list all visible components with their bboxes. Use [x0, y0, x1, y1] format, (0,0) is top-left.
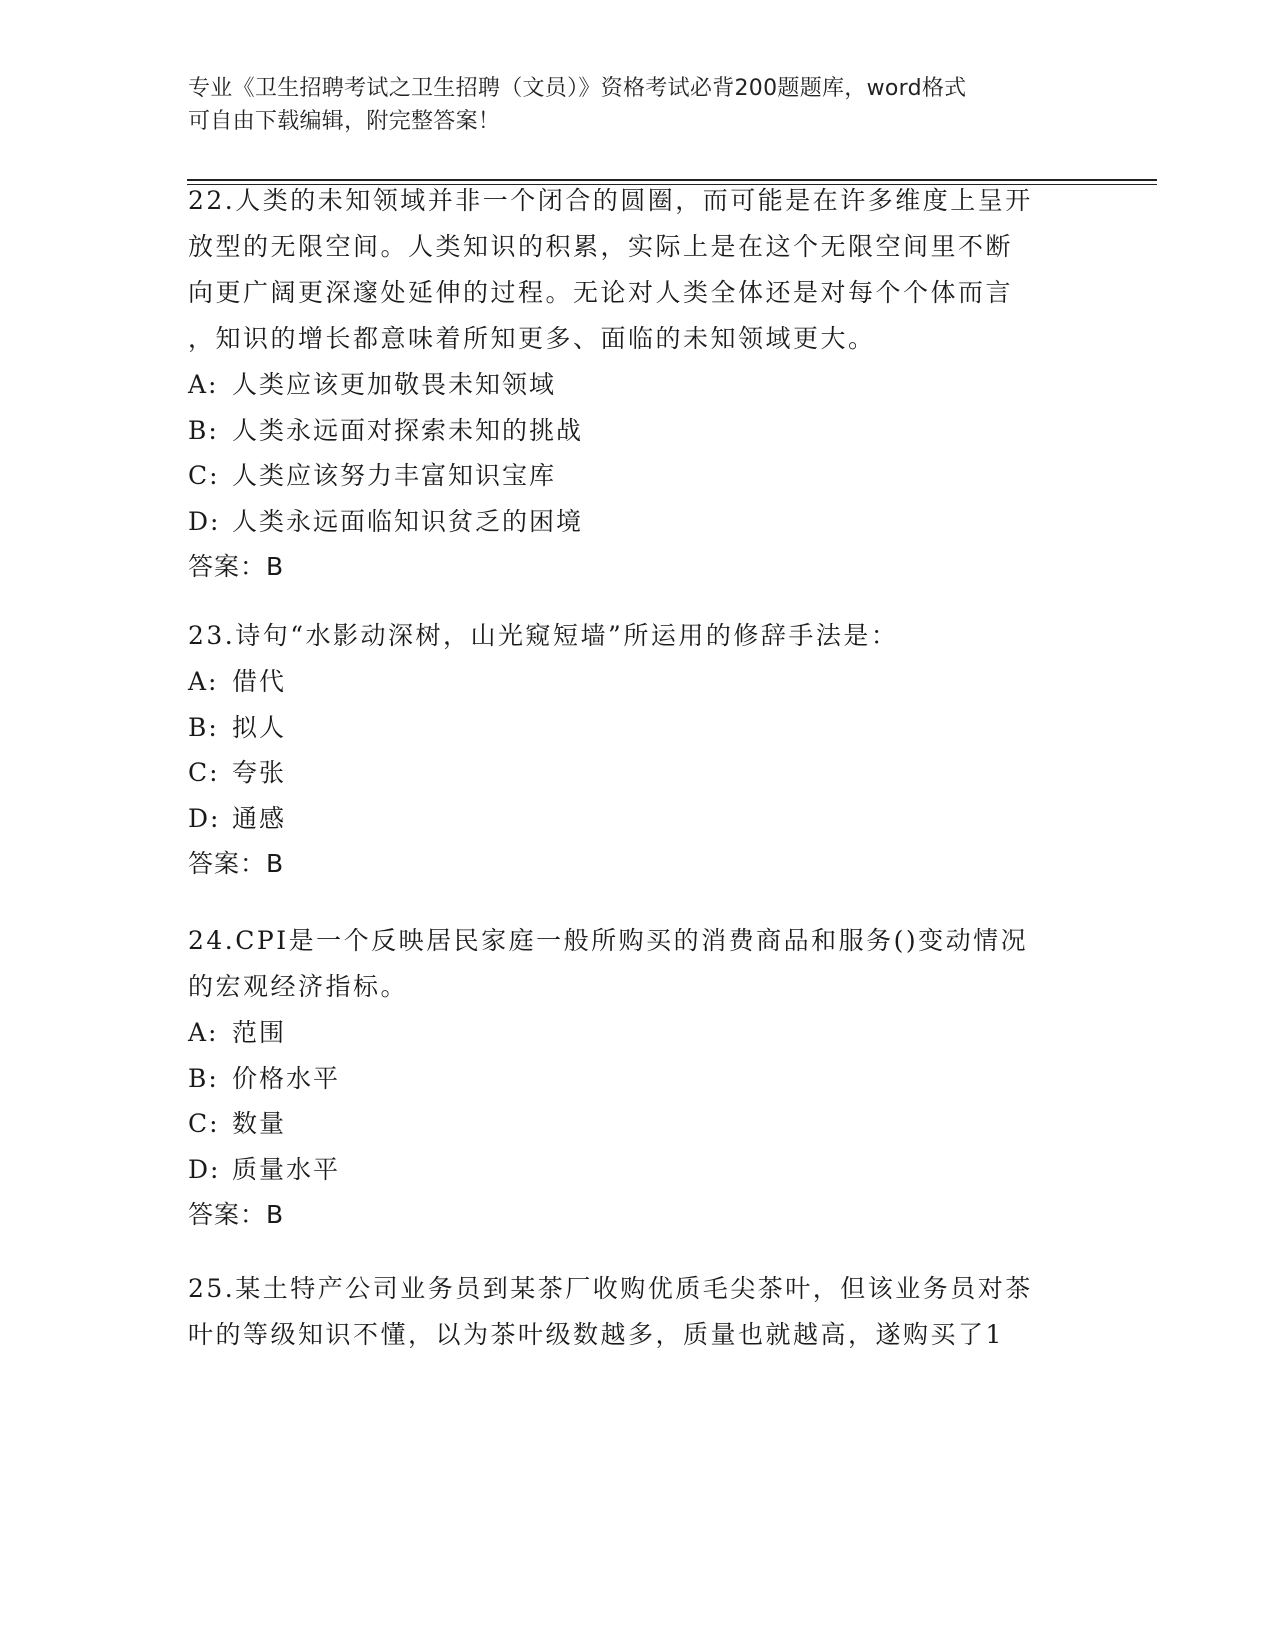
- question-23: [188, 613, 1088, 887]
- question-24: [188, 918, 1088, 1238]
- option-text: 借代: [232, 667, 287, 696]
- option-text: 质量水平: [232, 1154, 341, 1184]
- option-d: [188, 1147, 1088, 1193]
- option-text: 数量: [232, 1109, 287, 1138]
- option-d: [188, 499, 1088, 545]
- option-letter: A:: [188, 667, 219, 696]
- option-text: 价格水平: [232, 1063, 341, 1093]
- option-b: [188, 705, 1088, 751]
- option-text: 夸张: [232, 758, 287, 787]
- question-25: [188, 1266, 1088, 1358]
- option-c: [188, 453, 1088, 499]
- question-stem-line: 放型的无限空间。人类知识的积累，实际上是在这个无限空间里不断: [188, 232, 1014, 261]
- option-a: [188, 362, 1088, 408]
- answer-line: 答案：B: [188, 1200, 285, 1229]
- option-text: 拟人: [232, 712, 287, 742]
- option-letter: C:: [188, 461, 220, 490]
- option-a: [188, 1010, 1088, 1056]
- option-text: 人类永远面临知识贫乏的困境: [232, 506, 584, 536]
- option-text: 通感: [232, 803, 287, 833]
- header-line-1: 专业《卫生招聘考试之卫生招聘（文员）》资格考试必背200题题库，word格式: [188, 76, 967, 101]
- question-stem-line: 的宏观经济指标。: [188, 972, 409, 1001]
- option-text: 人类应该努力丰富知识宝库: [232, 461, 557, 490]
- option-letter: D:: [188, 803, 221, 833]
- option-letter: C:: [188, 1109, 220, 1138]
- option-a: [188, 659, 1088, 705]
- header-line-2: 可自由下载编辑，附完整答案！: [188, 109, 501, 134]
- option-text: 范围: [232, 1018, 287, 1047]
- option-letter: D:: [188, 1154, 221, 1184]
- option-letter: A:: [188, 370, 219, 399]
- option-letter: B:: [188, 712, 219, 742]
- answer-line: 答案：B: [188, 849, 285, 878]
- option-letter: D:: [188, 506, 221, 536]
- option-c: [188, 750, 1088, 796]
- question-stem-line: ，知识的增长都意味着所知更多、面临的未知领域更大。: [188, 324, 876, 353]
- option-b: [188, 408, 1088, 454]
- question-stem-line: 向更广阔更深邃处延伸的过程。无论对人类全体还是对每个个体而言: [188, 278, 1014, 307]
- option-letter: C:: [188, 758, 220, 787]
- question-stem-line: 叶的等级知识不懂，以为茶叶级数越多，质量也就越高，遂购买了1: [188, 1320, 1004, 1349]
- option-letter: A:: [188, 1018, 219, 1047]
- document-header: [188, 72, 1078, 138]
- option-text: 人类永远面对探索未知的挑战: [232, 415, 584, 445]
- question-stem-line: 25.某土特产公司业务员到某茶厂收购优质毛尖茶叶，但该业务员对茶: [188, 1274, 1033, 1303]
- question-22: [188, 178, 1088, 590]
- option-letter: B:: [188, 415, 219, 445]
- option-b: [188, 1056, 1088, 1102]
- option-text: 人类应该更加敬畏未知领域: [232, 370, 557, 399]
- answer-line: 答案：B: [188, 552, 285, 581]
- option-letter: B:: [188, 1063, 219, 1093]
- option-c: [188, 1101, 1088, 1147]
- option-d: [188, 796, 1088, 842]
- question-stem-line: 22.人类的未知领域并非一个闭合的圆圈，而可能是在许多维度上呈开: [188, 186, 1033, 215]
- question-stem-line: 23.诗句“水影动深树，山光窥短墙”所运用的修辞手法是：: [188, 621, 899, 650]
- question-stem-line: 24.CPI是一个反映居民家庭一般所购买的消费商品和服务()变动情况: [188, 926, 1029, 955]
